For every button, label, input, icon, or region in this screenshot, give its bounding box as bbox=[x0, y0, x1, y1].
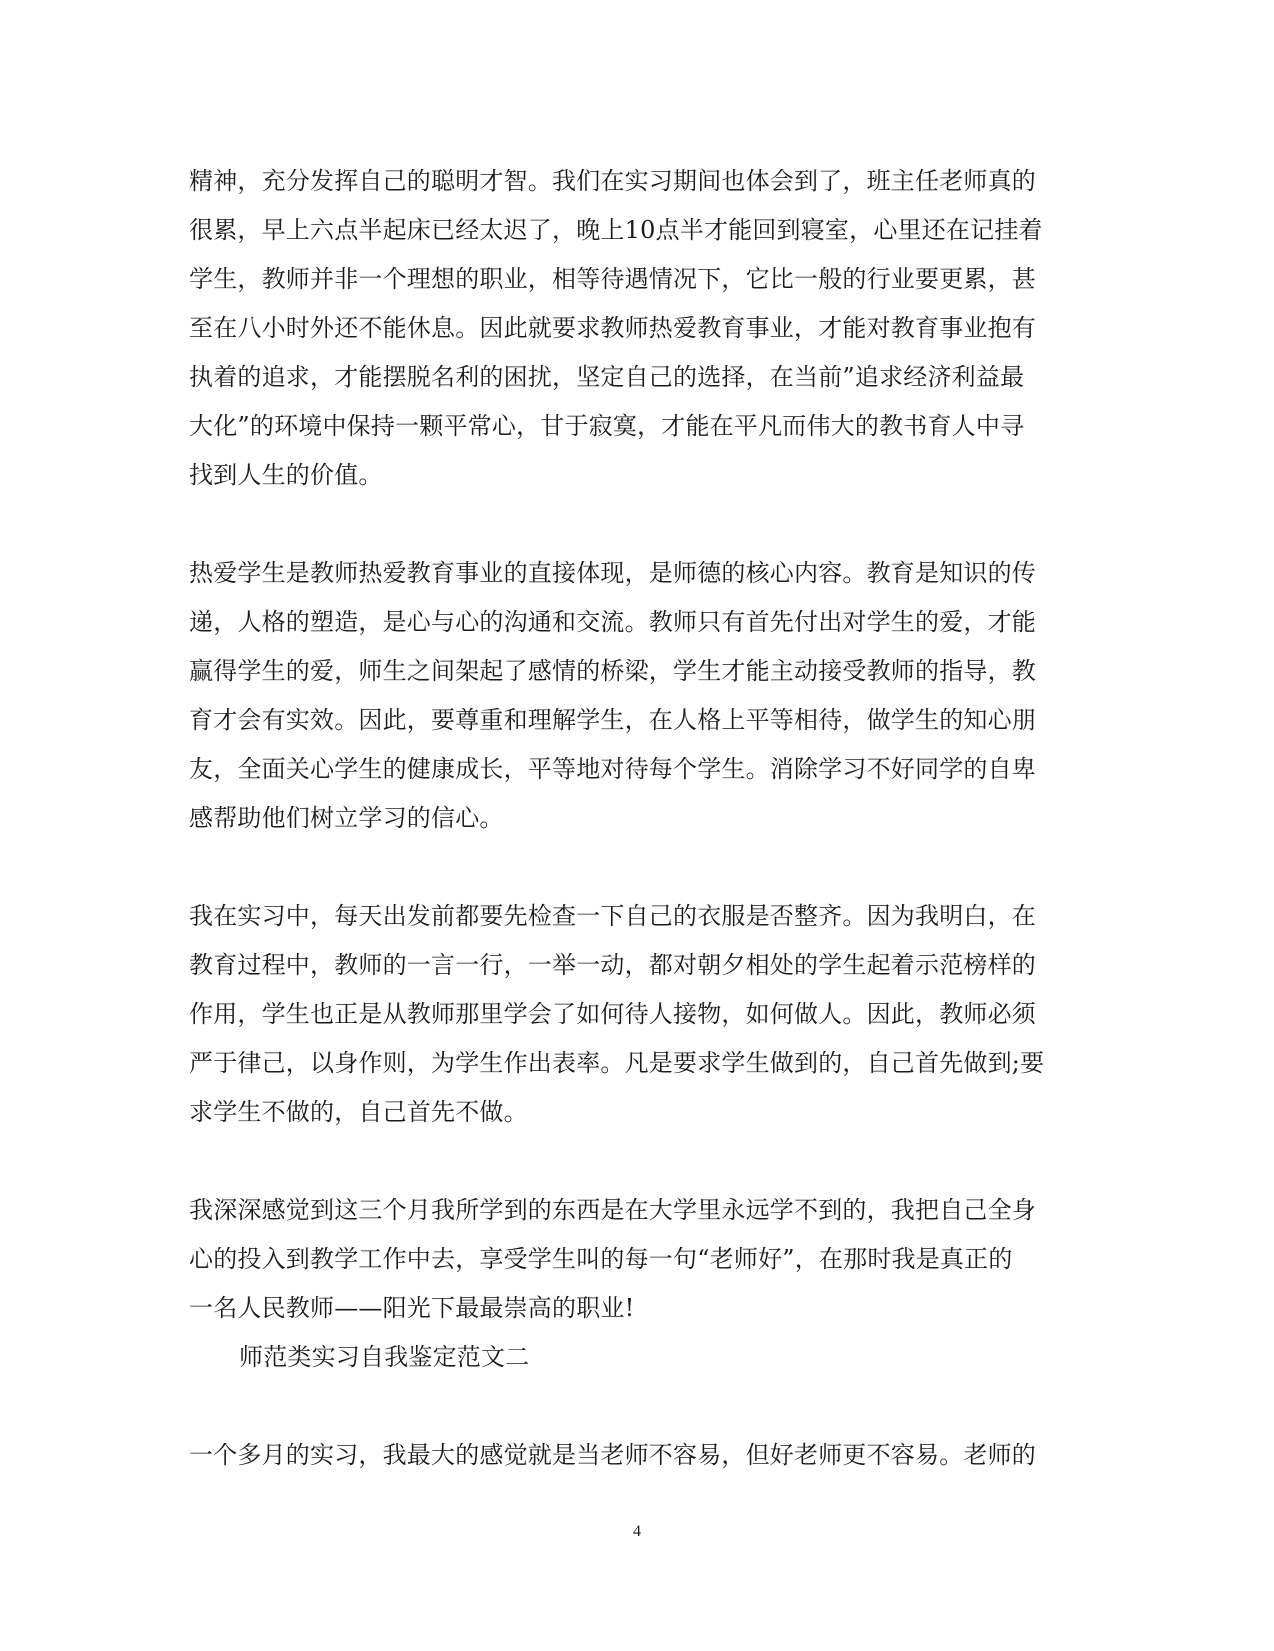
paragraph-line: 找到人生的价值。 bbox=[189, 461, 383, 489]
paragraph-line: 热爱学生是教师热爱教育事业的直接体现，是师德的核心内容。教育是知识的传 bbox=[189, 559, 1036, 587]
paragraph-line: 学生，教师并非一个理想的职业，相等待遇情况下，它比一般的行业要更累，甚 bbox=[189, 265, 1036, 293]
paragraph-5 bbox=[189, 1431, 1079, 1480]
paragraph-line: 求学生不做的，自己首先不做。 bbox=[189, 1098, 528, 1126]
paragraph-line: 执着的追求，才能摆脱名利的困扰，坚定自己的选择，在当前”追求经济利益最 bbox=[189, 363, 1025, 391]
paragraph-line: 大化”的环境中保持一颗平常心，甘于寂寞，才能在平凡而伟大的教书育人中寻 bbox=[189, 412, 1025, 440]
paragraph-2 bbox=[189, 549, 1079, 843]
section-subheading: 师范类实习自我鉴定范文二 bbox=[239, 1343, 530, 1371]
paragraph-1 bbox=[189, 157, 1079, 500]
paragraph-line: 一名人民教师——阳光下最最崇高的职业! bbox=[189, 1294, 635, 1322]
paragraph-spacer bbox=[189, 843, 1079, 892]
paragraph-line: 一个多月的实习，我最大的感觉就是当老师不容易，但好老师更不容易。老师的 bbox=[189, 1441, 1036, 1469]
paragraph-line: 赢得学生的爱，师生之间架起了感情的桥梁，学生才能主动接受教师的指导，教 bbox=[189, 657, 1036, 685]
paragraph-3 bbox=[189, 892, 1079, 1137]
paragraph-line: 我在实习中，每天出发前都要先检查一下自己的衣服是否整齐。因为我明白，在 bbox=[189, 902, 1036, 930]
paragraph-line: 递，人格的塑造，是心与心的沟通和交流。教师只有首先付出对学生的爱，才能 bbox=[189, 608, 1036, 636]
paragraph-spacer bbox=[189, 500, 1079, 549]
paragraph-spacer bbox=[189, 1137, 1079, 1186]
document-body bbox=[189, 157, 1079, 1480]
paragraph-line: 至在八小时外还不能休息。因此就要求教师热爱教育事业，才能对教育事业抱有 bbox=[189, 314, 1036, 342]
paragraph-line: 感帮助他们树立学习的信心。 bbox=[189, 804, 504, 832]
paragraph-line: 严于律己，以身作则，为学生作出表率。凡是要求学生做到的，自己首先做到;要 bbox=[189, 1049, 1045, 1077]
page-number: 4 bbox=[633, 1523, 641, 1540]
paragraph-line: 作用，学生也正是从教师那里学会了如何待人接物，如何做人。因此，教师必须 bbox=[189, 1000, 1036, 1028]
paragraph-line: 心的投入到教学工作中去，享受学生叫的每一句“老师好”，在那时我是真正的 bbox=[189, 1245, 1013, 1273]
paragraph-line: 友，全面关心学生的健康成长，平等地对待每个学生。消除学习不好同学的自卑 bbox=[189, 755, 1036, 783]
paragraph-4 bbox=[189, 1186, 1079, 1333]
paragraph-line: 我深深感觉到这三个月我所学到的东西是在大学里永远学不到的，我把自己全身 bbox=[189, 1196, 1036, 1224]
paragraph-line: 精神，充分发挥自己的聪明才智。我们在实习期间也体会到了，班主任老师真的 bbox=[189, 167, 1036, 195]
paragraph-line: 教育过程中，教师的一言一行，一举一动，都对朝夕相处的学生起着示范榜样的 bbox=[189, 951, 1036, 979]
paragraph-line: 育才会有实效。因此，要尊重和理解学生，在人格上平等相待，做学生的知心朋 bbox=[189, 706, 1036, 734]
paragraph-line: 很累，早上六点半起床已经太迟了，晚上10点半才能回到寝室，心里还在记挂着 bbox=[189, 216, 1043, 244]
paragraph-spacer bbox=[189, 1382, 1079, 1431]
